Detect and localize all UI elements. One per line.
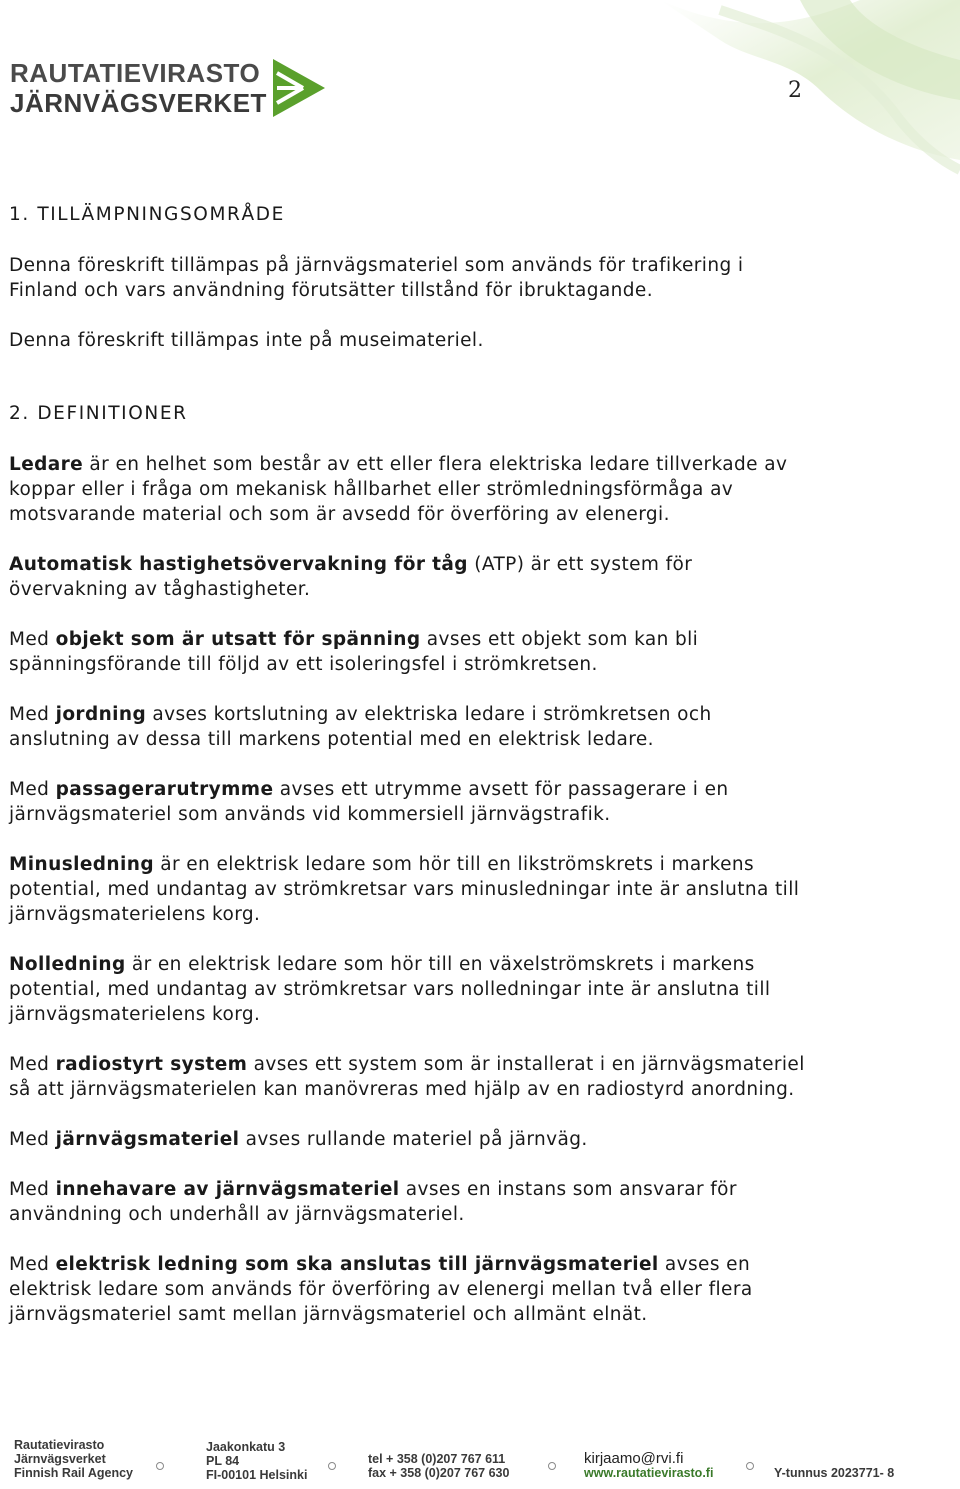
- definition-paragraph: [9, 1127, 809, 1152]
- definition-term: elektrisk ledning som ska anslutas till järnvägsmateriel: [55, 1254, 659, 1275]
- footer-organization: [14, 1438, 133, 1480]
- footer-separator-dot: [548, 1462, 556, 1470]
- definition-prefix: Med: [9, 1254, 56, 1275]
- footer-address-line2: PL 84: [206, 1454, 240, 1468]
- definition-paragraph: [9, 1252, 809, 1327]
- definition-prefix: Med: [9, 1179, 56, 1200]
- definition-paragraph: [9, 627, 809, 677]
- definition-term: radiostyrt system: [55, 1054, 248, 1075]
- footer-fax: fax + 358 (0)207 767 630: [368, 1466, 510, 1480]
- footer-org-line2: Järnvägsverket: [14, 1452, 106, 1466]
- logo-line1: RAUTATIEVIRASTO: [10, 58, 261, 88]
- footer-address-line1: Jaakonkatu 3: [206, 1440, 286, 1454]
- definition-paragraph: [9, 1177, 809, 1227]
- definition-term: Nolledning: [9, 954, 126, 975]
- footer-address: [206, 1440, 307, 1482]
- footer-web-link[interactable]: www.rautatievirasto.fi: [584, 1466, 714, 1480]
- section1-heading: 1. TILLÄMPNINGSOMRÅDE: [9, 204, 285, 225]
- definition-term: Minusledning: [9, 854, 154, 875]
- definition-text: avses kortslutning av elektriska ledare i strömkretsen och anslutning av dessa till markens potential med en elektrisk ledare.: [9, 704, 712, 750]
- definition-text: är en elektrisk ledare som hör till en likströmskrets i markens potential, med undantag av strömkretsar vars minusledningar inte är anslutna till järnvägsmaterielens korg.: [9, 854, 800, 925]
- footer-org-line1: Rautatievirasto: [14, 1438, 105, 1452]
- definitions-list: [9, 452, 809, 1327]
- definition-prefix: Med: [9, 629, 56, 650]
- footer-separator-dot: [156, 1462, 164, 1470]
- footer-contact: [584, 1452, 713, 1480]
- definition-paragraph: [9, 852, 809, 927]
- footer-email-link[interactable]: kirjaamo@rvi.fi: [584, 1450, 684, 1467]
- definition-paragraph: [9, 1052, 809, 1102]
- definition-paragraph: [9, 702, 809, 752]
- footer-tel: tel + 358 (0)207 767 611: [368, 1452, 506, 1466]
- logo-arrow-icon: [273, 59, 325, 117]
- definition-paragraph: [9, 452, 809, 527]
- definition-text: avses en elektrisk ledare som används för överföring av elenergi mellan två eller flera järnvägsmateriel samt mellan järnvägsmateriel och allmänt elnät.: [9, 1254, 753, 1325]
- definition-term: Ledare: [9, 454, 84, 475]
- definition-text: avses ett utrymme avsett för passagerare i en järnvägsmateriel som används vid kommersiell järnvägstrafik.: [9, 779, 729, 825]
- definition-paragraph: [9, 552, 809, 602]
- logo-line2: JÄRNVÄGSVERKET: [10, 88, 267, 118]
- definition-text: är en elektrisk ledare som hör till en växelströmskrets i markens potential, med undantag av strömkretsar vars nolledningar inte är anslutna till järnvägsmaterielens korg.: [9, 954, 771, 1025]
- definition-term: järnvägsmateriel: [55, 1129, 240, 1150]
- footer-separator-dot: [746, 1462, 754, 1470]
- definition-prefix: Med: [9, 1054, 56, 1075]
- decorative-swirl-graphic: [600, 0, 960, 180]
- footer-business-id: Y-tunnus 2023771- 8: [774, 1466, 895, 1480]
- footer-separator-dot: [328, 1462, 336, 1470]
- definition-term: objekt som är utsatt för spänning: [55, 629, 421, 650]
- definition-prefix: Med: [9, 779, 56, 800]
- definition-prefix: Med: [9, 704, 56, 725]
- logo-text: [10, 58, 267, 118]
- definition-term: innehavare av järnvägsmateriel: [55, 1179, 400, 1200]
- agency-logo: [10, 58, 325, 118]
- definition-paragraph: [9, 777, 809, 827]
- definition-text: avses ett objekt som kan bli spänningsförande till följd av ett isoleringsfel i strömkretsen.: [9, 629, 699, 675]
- definition-text: avses en instans som ansvarar för användning och underhåll av järnvägsmateriel.: [9, 1179, 737, 1225]
- definition-text: (ATP) är ett system för övervakning av tåghastigheter.: [9, 554, 693, 600]
- section2-heading: 2. DEFINITIONER: [9, 403, 188, 424]
- footer-address-line3: FI-00101 Helsinki: [206, 1468, 308, 1482]
- footer-phone: [368, 1452, 509, 1480]
- definition-text: är en helhet som består av ett eller flera elektriska ledare tillverkade av koppar eller i fråga om mekanisk hållbarhet eller strömledningsförmåga av motsvarande material och som är avsedd för överföring av elenergi.: [9, 454, 788, 525]
- definition-term: Automatisk hastighetsövervakning för tåg: [9, 554, 468, 575]
- definition-prefix: Med: [9, 1129, 56, 1150]
- document-body: [9, 202, 809, 1352]
- definition-text: avses ett system som är installerat i en järnvägsmateriel så att järnvägsmaterielen kan manövreras med hjälp av en radiostyrd anordning.: [9, 1054, 805, 1100]
- page-number: 2: [788, 78, 802, 103]
- footer: [0, 1432, 960, 1489]
- definition-paragraph: [9, 952, 809, 1027]
- footer-org-line3: Finnish Rail Agency: [14, 1466, 134, 1480]
- definition-text: avses rullande materiel på järnväg.: [239, 1129, 588, 1150]
- definition-term: passagerarutrymme: [55, 779, 274, 800]
- definition-term: jordning: [55, 704, 147, 725]
- section1-paragraph-2: Denna föreskrift tillämpas inte på museimateriel.: [9, 330, 484, 351]
- section1-paragraph-1: Denna föreskrift tillämpas på järnvägsmateriel som används för trafikering i Finland och vars användning förutsätter tillstånd för ibruktagande.: [9, 255, 744, 301]
